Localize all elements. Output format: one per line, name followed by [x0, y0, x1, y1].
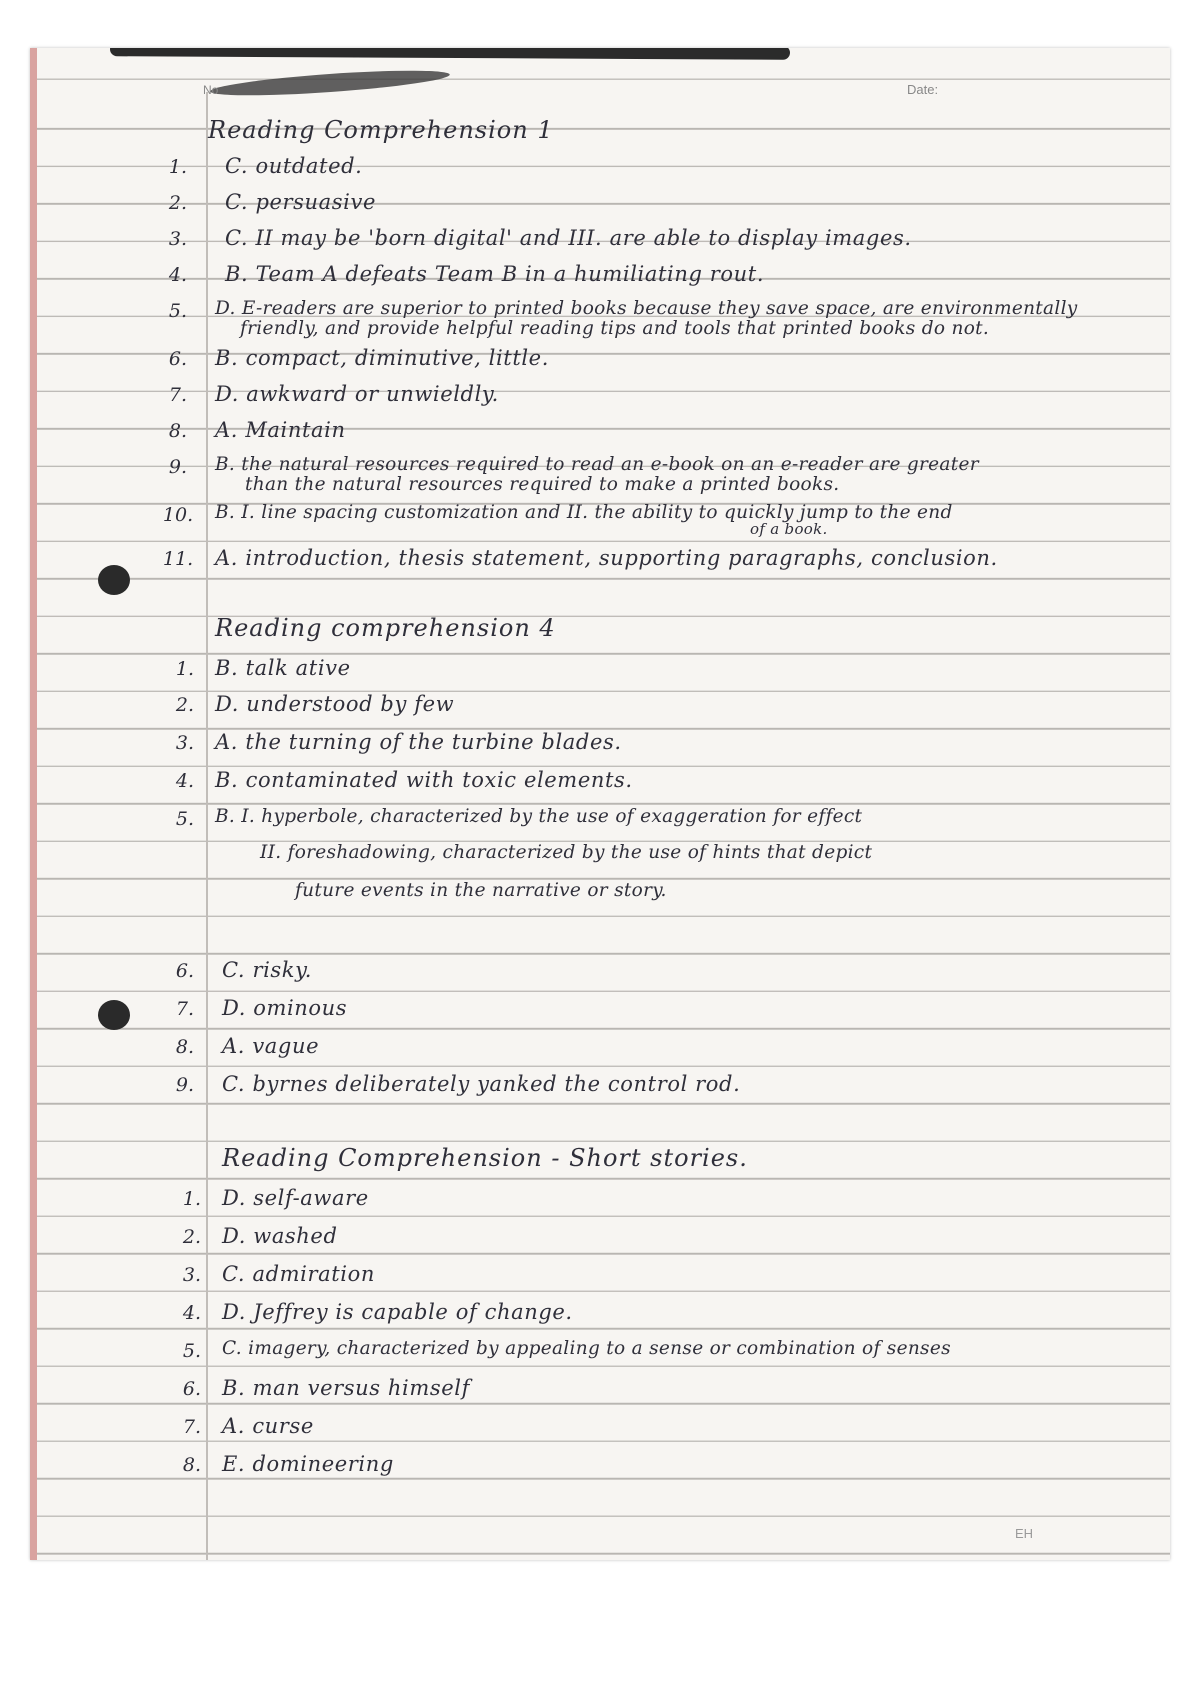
- answer-number: 2.: [175, 694, 195, 716]
- answer-line: [30, 344, 1170, 380]
- answer-number: 6.: [175, 960, 195, 982]
- answer-number: 7.: [182, 1416, 202, 1438]
- answer-number: 11.: [162, 548, 194, 570]
- answer-number: 4.: [182, 1302, 202, 1324]
- answer-text: B. I. line spacing customization and II. the ability to quickly jump to the end: [215, 502, 953, 523]
- answer-number: 4.: [168, 264, 188, 286]
- answer-line: [30, 1184, 1170, 1220]
- answer-text: A. curse: [222, 1414, 314, 1438]
- answer-number: 1.: [182, 1188, 202, 1210]
- answer-line: [30, 1298, 1170, 1334]
- answer-text: B. the natural resources required to read an e-book on an e-reader are greater: [215, 454, 979, 475]
- section-title: Reading comprehension 4: [215, 614, 556, 642]
- answer-line: [30, 544, 1170, 580]
- answer-continuation: [30, 840, 1170, 876]
- answer-line: [30, 994, 1170, 1030]
- answer-text: C. risky.: [222, 958, 313, 982]
- answer-text: D. Jeffrey is capable of change.: [222, 1300, 573, 1324]
- header-no-label: No: [203, 83, 219, 97]
- answer-text: A. introduction, thesis statement, supporting paragraphs, conclusion.: [215, 546, 998, 570]
- answer-text: B. Team A defeats Team B in a humiliating rout.: [225, 262, 765, 286]
- answer-number: 2.: [168, 192, 188, 214]
- answer-text: C. II may be 'born digital' and III. are able to display images.: [225, 226, 912, 250]
- answer-text: C. admiration: [222, 1262, 375, 1286]
- answer-number: 9.: [168, 456, 188, 478]
- answer-line: [30, 1336, 1170, 1372]
- answer-number: 7.: [175, 998, 195, 1020]
- answer-number: 8.: [168, 420, 188, 442]
- answer-line: [30, 766, 1170, 802]
- answer-line: [30, 188, 1170, 224]
- answer-number: 6.: [182, 1378, 202, 1400]
- header-date-label: Date:: [907, 82, 939, 97]
- answer-text: D. self-aware: [222, 1186, 369, 1210]
- answer-line: [30, 1222, 1170, 1258]
- answer-number: 5.: [168, 300, 188, 322]
- answer-number: 6.: [168, 348, 188, 370]
- answer-number: 5.: [182, 1340, 202, 1362]
- answer-text: D. ominous: [222, 996, 348, 1020]
- answer-text: B. man versus himself: [222, 1376, 470, 1400]
- answer-text: A. vague: [222, 1034, 320, 1058]
- section-title: Reading Comprehension - Short stories.: [222, 1144, 748, 1172]
- pencil-clip: [210, 66, 451, 101]
- answer-line: [30, 1032, 1170, 1068]
- answer-number: 8.: [175, 1036, 195, 1058]
- answer-text: D. awkward or unwieldly.: [215, 382, 499, 406]
- answer-text-continued: of a book.: [750, 520, 828, 538]
- answer-line: [30, 690, 1170, 726]
- answer-text-continued: friendly, and provide helpful reading tips and tools that printed books do not.: [240, 318, 990, 339]
- answer-text: D. understood by few: [215, 692, 455, 716]
- answer-number: 7.: [168, 384, 188, 406]
- answer-line: [30, 654, 1170, 690]
- answer-line: [30, 152, 1170, 188]
- answer-line: [30, 956, 1170, 992]
- answer-number: 10.: [162, 504, 194, 526]
- answer-text: E. domineering: [222, 1452, 394, 1476]
- answer-text-continued: II. foreshadowing, characterized by the use of hints that depict: [260, 842, 873, 863]
- answer-text: D. washed: [222, 1224, 338, 1248]
- answer-line: [30, 260, 1170, 296]
- answer-continuation: [30, 878, 1170, 914]
- answer-line: [30, 416, 1170, 452]
- answer-number: 1.: [175, 658, 195, 680]
- answer-number: 3.: [182, 1264, 202, 1286]
- answer-text-continued: than the natural resources required to make a printed books.: [245, 474, 840, 495]
- corner-mark: EH: [1015, 1526, 1034, 1541]
- answer-text: D. E-readers are superior to printed books because they save space, are environmentally: [215, 298, 1078, 319]
- answer-text: A. Maintain: [215, 418, 346, 442]
- answer-number: 3.: [168, 228, 188, 250]
- answer-text: C. imagery, characterized by appealing to a sense or combination of senses: [222, 1338, 951, 1359]
- answer-number: 5.: [175, 808, 195, 830]
- answer-number: 2.: [182, 1226, 202, 1248]
- answer-number: 1.: [168, 156, 188, 178]
- answer-number: 3.: [175, 732, 195, 754]
- answer-number: 9.: [175, 1074, 195, 1096]
- answer-text: B. compact, diminutive, little.: [215, 346, 549, 370]
- answer-line: [30, 1412, 1170, 1448]
- answer-text: B. contaminated with toxic elements.: [215, 768, 633, 792]
- answer-line: [30, 224, 1170, 260]
- answer-text-continued: future events in the narrative or story.: [295, 880, 667, 901]
- section-title: Reading Comprehension 1: [208, 116, 554, 144]
- answer-text: A. the turning of the turbine blades.: [215, 730, 622, 754]
- answer-text: B. talk ative: [215, 656, 351, 680]
- answer-text: C. outdated.: [225, 154, 363, 178]
- answer-text: C. byrnes deliberately yanked the control rod.: [222, 1072, 741, 1096]
- pencil: [110, 48, 790, 60]
- answer-number: 4.: [175, 770, 195, 792]
- answer-line: [30, 1374, 1170, 1410]
- answer-text: B. I. hyperbole, characterized by the use of exaggeration for effect: [215, 806, 863, 827]
- answer-text: C. persuasive: [225, 190, 376, 214]
- notebook-page: [30, 48, 1170, 1560]
- answer-number: 8.: [182, 1454, 202, 1476]
- answer-line: [30, 728, 1170, 764]
- answer-line: [30, 380, 1170, 416]
- answer-line: [30, 1070, 1170, 1106]
- answer-line: [30, 1450, 1170, 1486]
- answer-line: [30, 1260, 1170, 1296]
- answer-line: [30, 804, 1170, 840]
